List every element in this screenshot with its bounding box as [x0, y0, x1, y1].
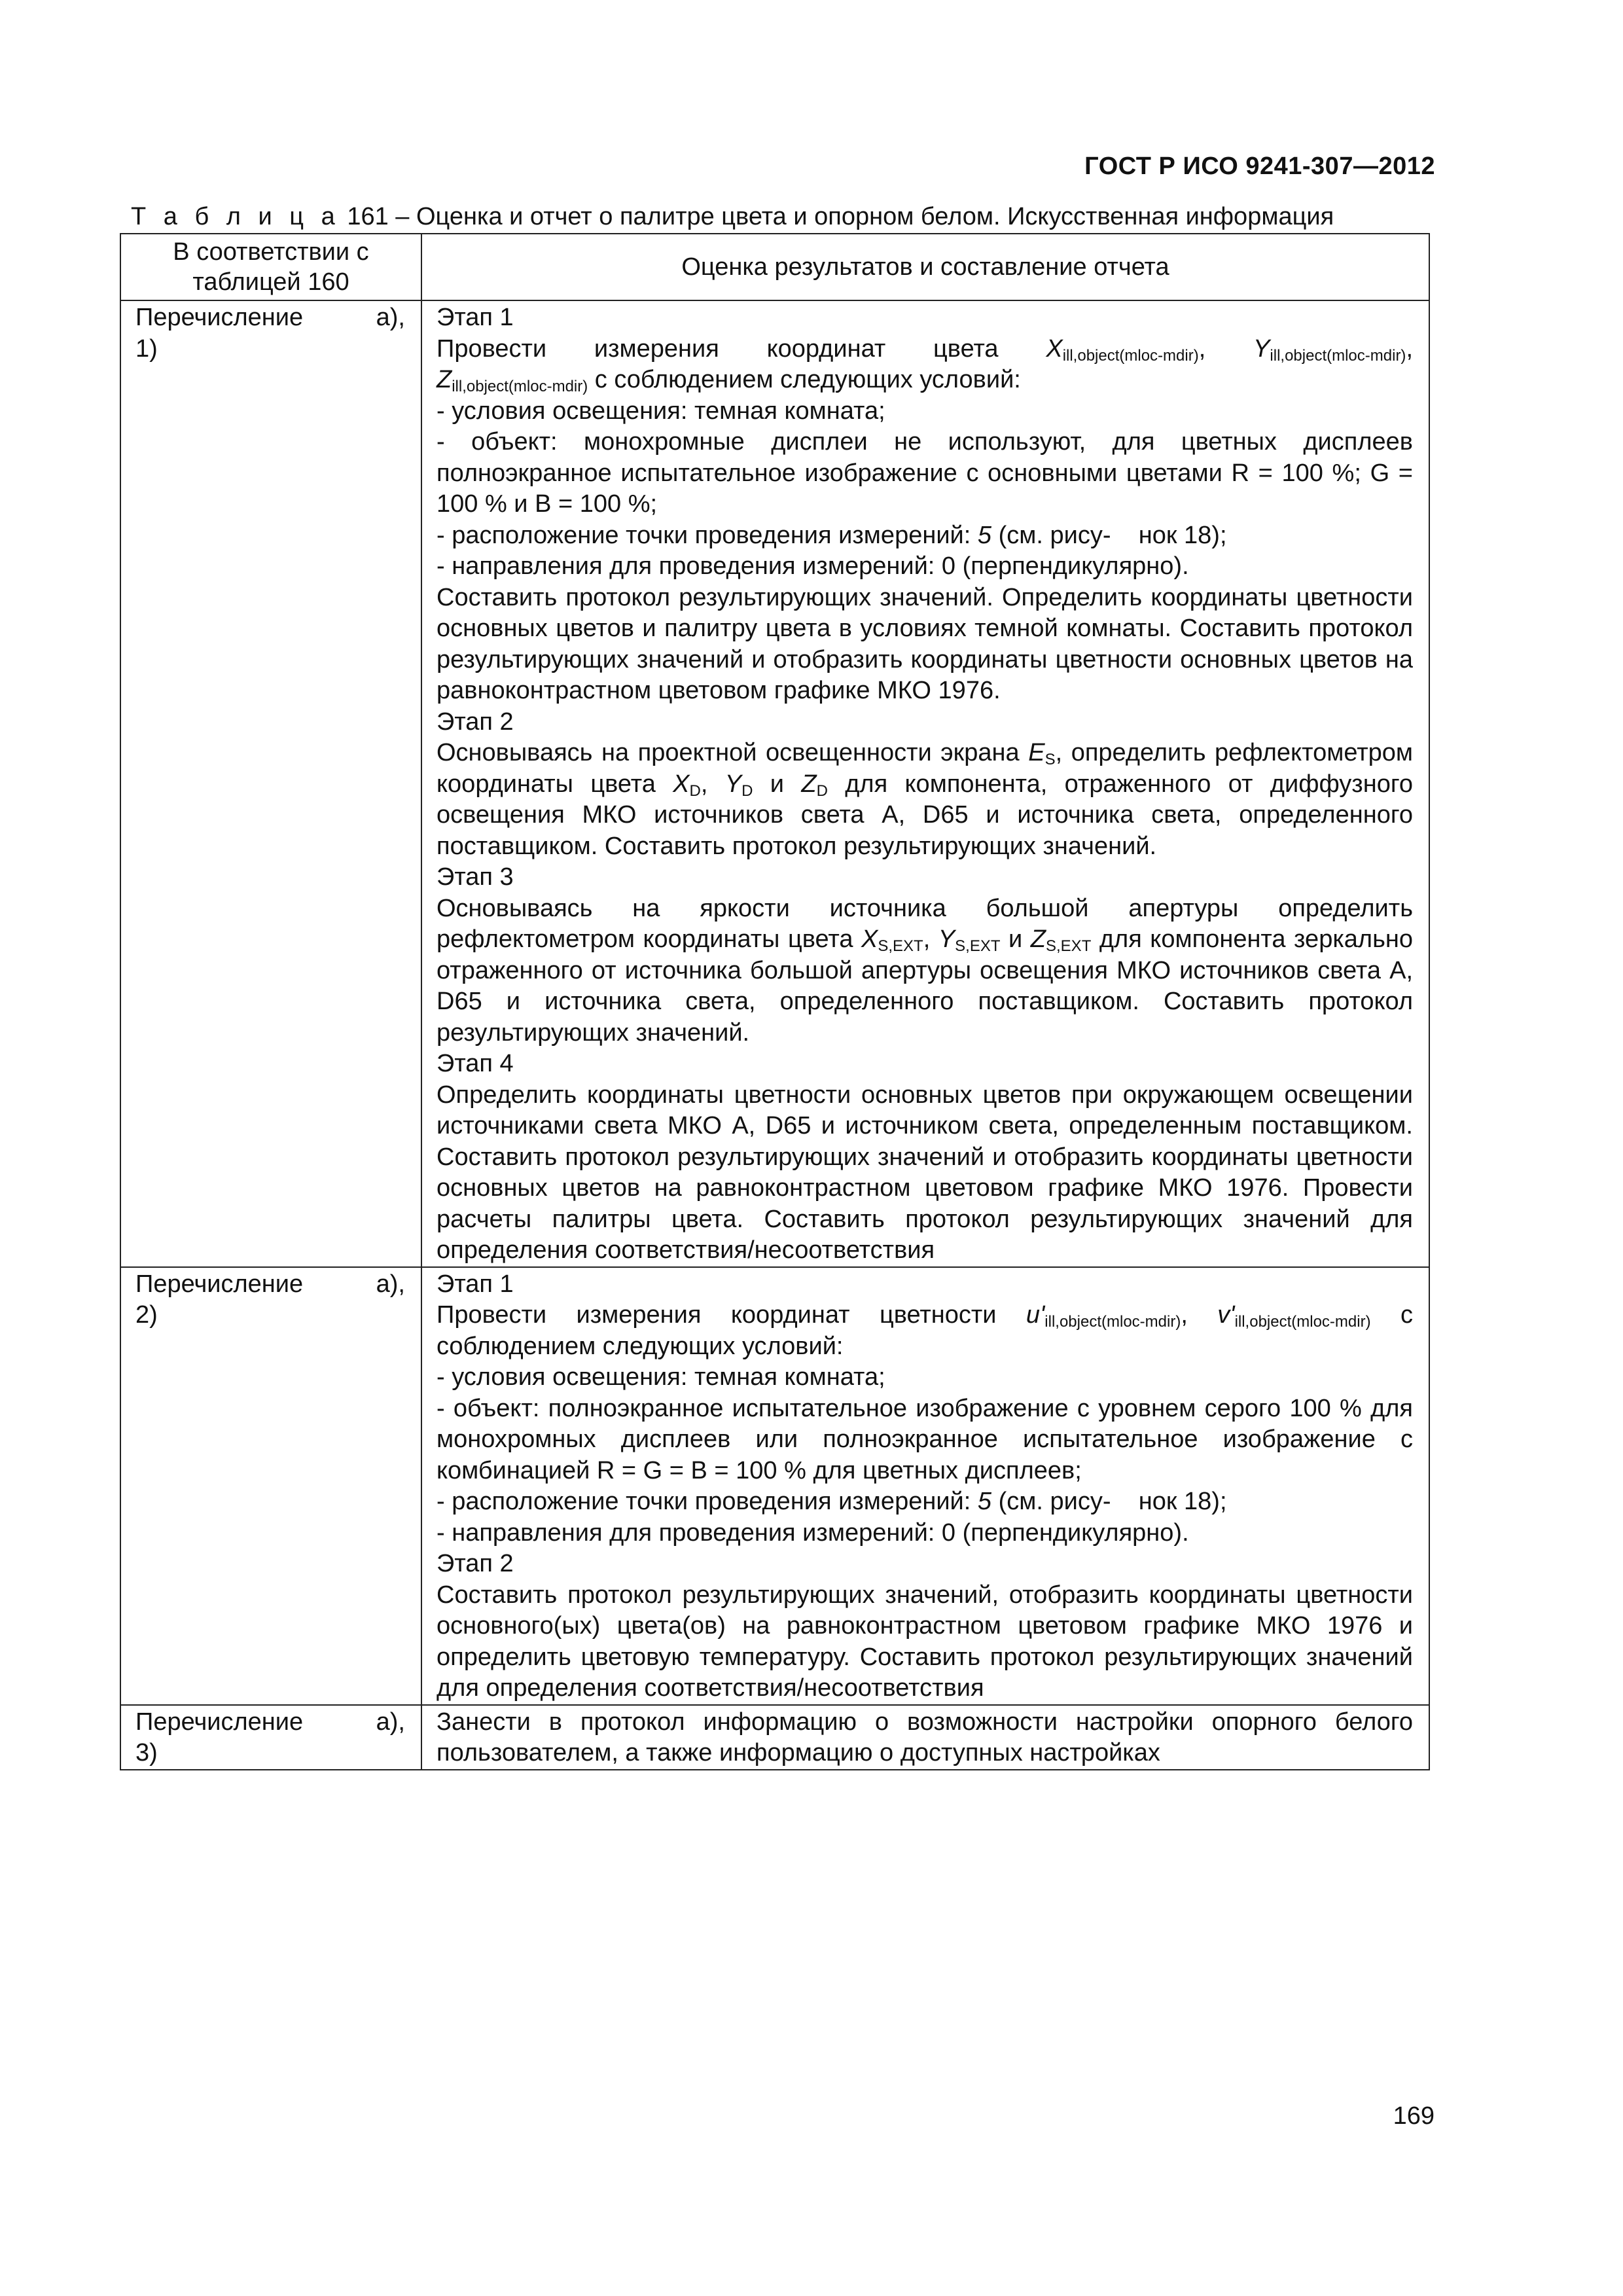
col2-header: Оценка результатов и составление отчета	[421, 234, 1429, 300]
table-row	[120, 1705, 1429, 1770]
label-letter: а),	[376, 1708, 405, 1736]
stage-text: Основываясь на яркости источника большой апертуры определить рефлектометром координаты цвета $X_{S,EXT}$, $Y_{S,EXT}$ и $Z_{S,EXT}$ для компонента зеркально отраженного от источника большой апертуры освещения МКО источников света A, D65 и источника света, определенного поставщиком. Составить протокол результирующих значений.	[437, 894, 1414, 1047]
condition-location: - расположение точки проведения измерений: 5 (см. рису- нок 18);	[437, 521, 1227, 549]
caption-text: 161 – Оценка и отчет о палитре цвета и опорном белом. Искусственная информация	[347, 203, 1334, 230]
table-row	[120, 1267, 1429, 1705]
condition-object: - объект: монохромные дисплеи не используют, для цветных дисплеев полноэкранное испытательное изображение с основными цветами R = 100 %; G = 100 % и B = 100 %;	[437, 428, 1413, 518]
label-num: 1)	[135, 334, 158, 363]
stage-text: Занести в протокол информацию о возможности настройки опорного белого пользователем, а также информацию о доступных настройках	[437, 1708, 1413, 1767]
label-letter: а),	[376, 1270, 405, 1298]
stage-title: Этап 2	[437, 708, 514, 736]
stage-title: Этап 1	[437, 1270, 514, 1298]
condition-location: - расположение точки проведения измерений: 5 (см. рису- нок 18);	[437, 1488, 1227, 1515]
stage-text: Определить координаты цветности основных цветов при окружающем освещении источниками света МКО A, D65 и источником света, определенным поставщиком. Составить протокол результирующих значений и отобразить координаты цветности основных цветов на равноконтрастном цветовом графике МКО 1976. Провести расчеты палитры цвета. Составить протокол результирующих значений для определения соответствия/несоответствия	[437, 1081, 1413, 1264]
condition-object: - объект: полноэкранное испытательное изображение с уровнем серого 100 % для монохромных дисплеев или полноэкранное испытательное изображение с комбинацией R = G = B = 100 % для цветных дисплеев;	[437, 1394, 1413, 1484]
label-word: Перечисление	[135, 304, 304, 331]
evaluation-table	[120, 233, 1430, 1770]
stage-title: Этап 1	[437, 304, 514, 331]
condition-lighting: - условия освещения: темная комната;	[437, 1363, 885, 1391]
row-content	[421, 1705, 1429, 1770]
row-label	[120, 1705, 421, 1770]
label-word: Перечисление	[135, 1708, 304, 1736]
row-content	[421, 1267, 1429, 1705]
condition-lighting: - условия освещения: темная комната;	[437, 397, 885, 425]
measure-line-2: соблюдением следующих условий:	[437, 1332, 844, 1360]
condition-direction: - направления для проведения измерений: 0 (перпендикулярно).	[437, 1518, 1189, 1547]
measure-line-2: $Z_{ill,object(mloc-mdir)}$ с соблюдением следующих условий:	[437, 366, 1021, 395]
stage-text: Основываясь на проектной освещенности экрана $E_S$, определить рефлектометром координаты цвета $X_D$, $Y_D$ и $Z_D$ для компонента, отраженного от диффузного освещения МКО источников света A, D65 и источника света, определенного поставщиком. Составить протокол результирующих значений.	[437, 739, 1413, 860]
table-row	[120, 300, 1429, 1267]
stage-text: Составить протокол результирующих значений. Определить координаты цветности основных цветов и палитру цвета в условиях темной комнаты. Составить протокол результирующих значений и отобразить координаты цветности основных цветов на равноконтрастном цветовом графике МКО 1976.	[437, 583, 1413, 704]
table-caption	[131, 203, 1440, 231]
row-label	[120, 300, 421, 1267]
measure-line: Провести измерения координат цвета $X_{ill,object(mloc-mdir)}$, $Y_{ill,object(mloc-mdir)}$,	[437, 334, 1413, 365]
col1-header: В соответствии с таблицей 160	[120, 234, 421, 300]
row-label	[120, 1267, 421, 1705]
table-header-row	[120, 234, 1429, 300]
stage-title: Этап 2	[437, 1550, 514, 1577]
stage-title: Этап 4	[437, 1050, 514, 1077]
row-content	[421, 300, 1429, 1267]
caption-prefix: Т а б л и ц а	[131, 203, 340, 230]
condition-direction: - направления для проведения измерений: 0 (перпендикулярно).	[437, 552, 1189, 580]
page-number: 169	[1393, 2102, 1435, 2130]
document-header: ГОСТ Р ИСО 9241-307—2012	[1084, 152, 1435, 180]
label-num: 3)	[135, 1739, 158, 1767]
stage-title: Этап 3	[437, 863, 514, 891]
label-word: Перечисление	[135, 1270, 304, 1298]
label-letter: а),	[376, 304, 405, 331]
stage-text: Составить протокол результирующих значений, отобразить координаты цветности основного(ых) цвета(ов) на равноконтрастном цветовом графике МКО 1976 и определить цветовую температуру. Составить протокол результирующих значений для определения соответствия/несоответствия	[437, 1581, 1413, 1702]
label-num: 2)	[135, 1301, 158, 1329]
measure-line: Провести измерения координат цветности $u'_{ill,object(mloc-mdir)}$, $v'_{ill,object(mloc-mdir)}$ с	[437, 1301, 1413, 1331]
